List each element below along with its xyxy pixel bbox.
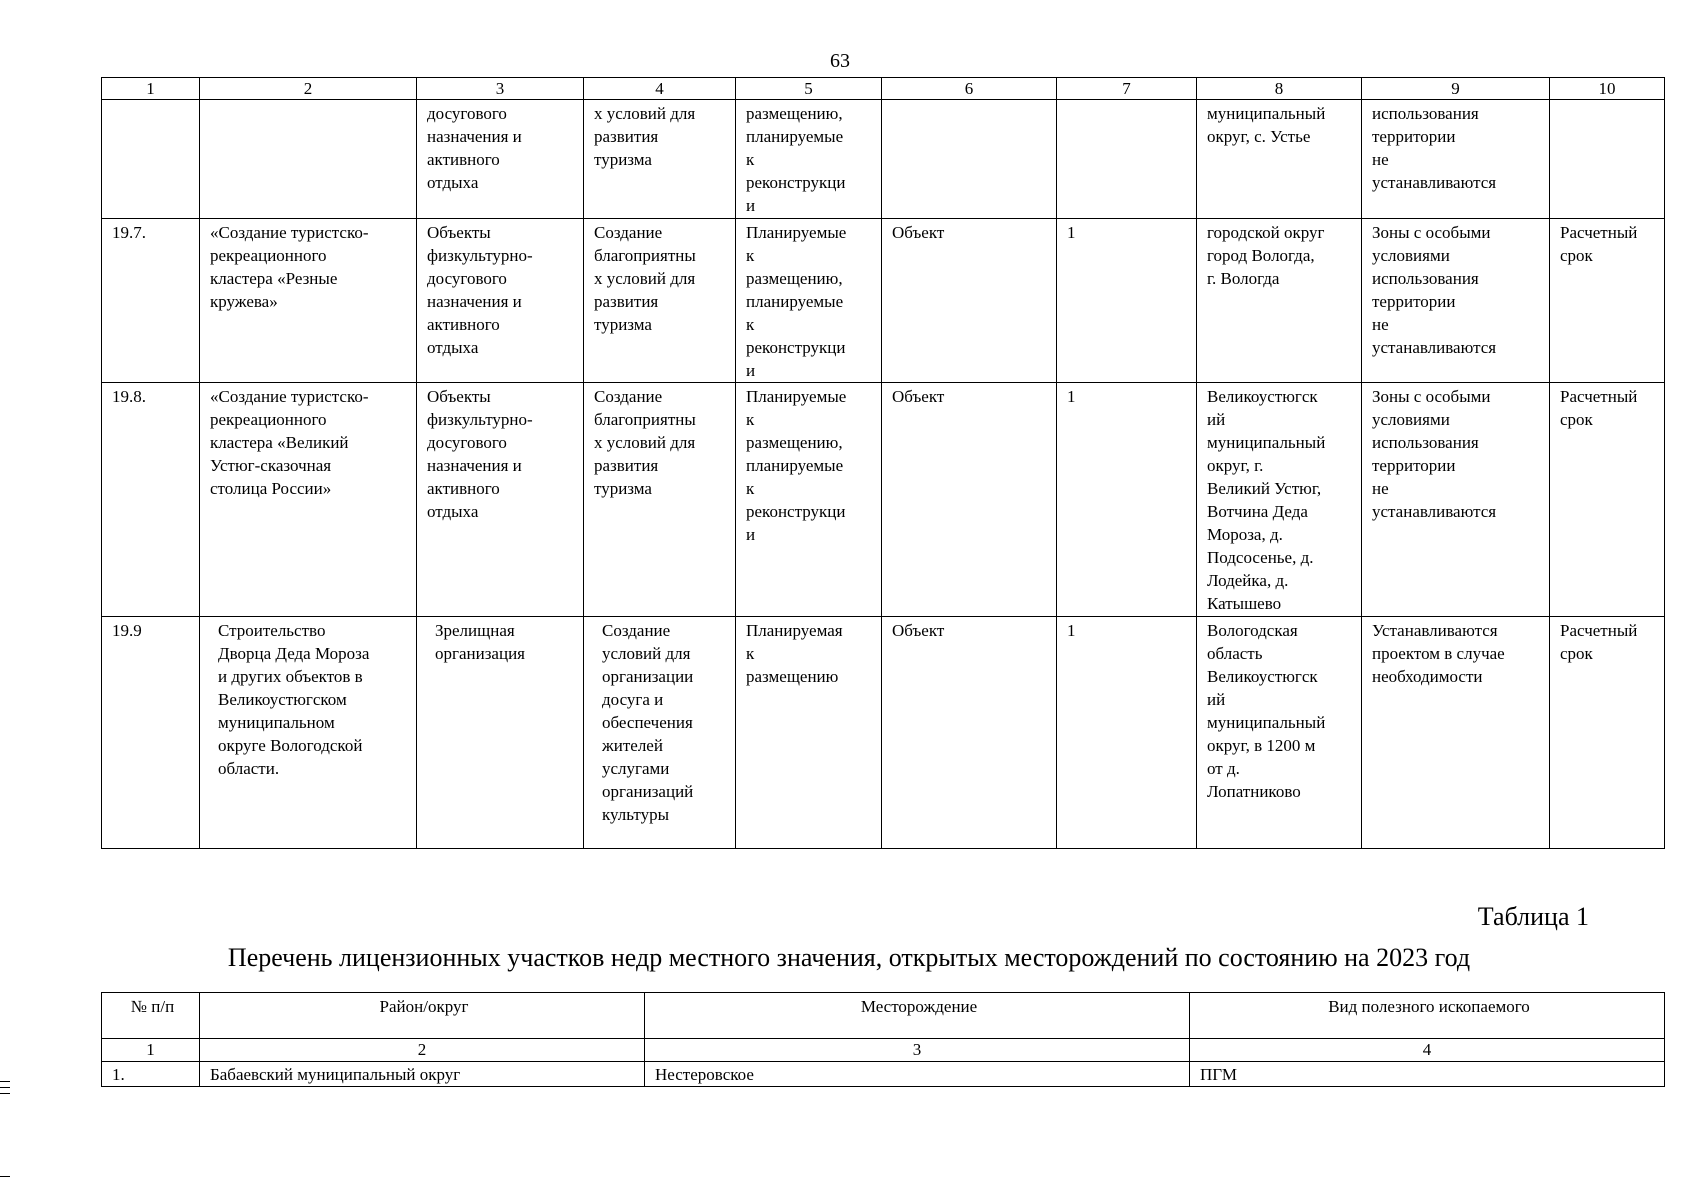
header-row <box>102 993 1665 1039</box>
column-number: 9 <box>1362 78 1550 100</box>
page-number: 63 <box>830 50 850 72</box>
table-cell: Расчетный срок <box>1550 219 1665 383</box>
table-cell: Планируемые к размещению, планируемые к реконструкци и <box>736 219 882 383</box>
table-cell: Объект <box>882 383 1057 617</box>
table-cell: городской округ город Вологда, г. Вологда <box>1197 219 1362 383</box>
table-cell: х условий для развития туризма <box>584 100 736 219</box>
margin-mark <box>0 1087 10 1088</box>
table-cell: ПГМ <box>1190 1062 1665 1087</box>
column-number: 5 <box>736 78 882 100</box>
column-header: № п/п <box>102 993 200 1039</box>
table-cell <box>1057 100 1197 219</box>
table-cell: Расчетный срок <box>1550 617 1665 849</box>
table-cell: Расчетный срок <box>1550 383 1665 617</box>
table-cell: Создание условий для организации досуга и обеспечения жителей услугами организаций культуры <box>584 617 736 849</box>
table-cell: использования территории не устанавливаются <box>1362 100 1550 219</box>
column-number: 2 <box>200 78 417 100</box>
column-number: 4 <box>1190 1039 1665 1062</box>
table-cell: Бабаевский муниципальный округ <box>200 1062 645 1087</box>
planned-objects-table <box>101 77 1665 849</box>
table-cell: Создание благоприятны х условий для развития туризма <box>584 383 736 617</box>
table-cell: «Создание туристско- рекреационного кластера «Великий Устюг-сказочная столица России» <box>200 383 417 617</box>
margin-mark <box>0 1093 10 1094</box>
column-header: Вид полезного ископаемого <box>1190 993 1665 1039</box>
table-cell: досугового назначения и активного отдыха <box>417 100 584 219</box>
table-cell <box>1550 100 1665 219</box>
table-caption-title: Перечень лицензионных участков недр местного значения, открытых месторождений по состоянию на 2023 год <box>227 943 1471 972</box>
table-cell: муниципальный округ, с. Устье <box>1197 100 1362 219</box>
column-number: 4 <box>584 78 736 100</box>
table-row <box>102 1062 1665 1087</box>
column-number: 10 <box>1550 78 1665 100</box>
table-cell: «Создание туристско- рекреационного кластера «Резные кружева» <box>200 219 417 383</box>
table-cell: Устанавливаются проектом в случае необходимости <box>1362 617 1550 849</box>
table-cell: Нестеровское <box>645 1062 1190 1087</box>
table-cell: Объект <box>882 617 1057 849</box>
column-number: 2 <box>200 1039 645 1062</box>
column-number: 1 <box>102 1039 200 1062</box>
table-cell: размещению, планируемые к реконструкци и <box>736 100 882 219</box>
column-number-row <box>102 78 1665 100</box>
table-row <box>102 383 1665 617</box>
table-row <box>102 219 1665 383</box>
column-header: Район/округ <box>200 993 645 1039</box>
table-cell: Вологодская область Великоустюгск ий муниципальный округ, в 1200 м от д. Лопатниково <box>1197 617 1362 849</box>
table-cell: Объекты физкультурно- досугового назначения и активного отдыха <box>417 219 584 383</box>
column-number: 3 <box>417 78 584 100</box>
column-number: 7 <box>1057 78 1197 100</box>
table-cell: Планируемая к размещению <box>736 617 882 849</box>
table-cell: Великоустюгск ий муниципальный округ, г. Великий Устюг, Вотчина Деда Мороза, д. Подсосенье, д. Лодейка, д. Катышево <box>1197 383 1362 617</box>
margin-mark <box>0 1081 10 1082</box>
table-cell: Объекты физкультурно- досугового назначения и активного отдыха <box>417 383 584 617</box>
table-cell: Планируемые к размещению, планируемые к реконструкци и <box>736 383 882 617</box>
table-cell: Объект <box>882 219 1057 383</box>
table-cell <box>882 100 1057 219</box>
column-number: 8 <box>1197 78 1362 100</box>
table-row <box>102 617 1665 849</box>
row-number: 1. <box>102 1062 200 1087</box>
table-cell: 1 <box>1057 219 1197 383</box>
table-cell: Создание благоприятны х условий для развития туризма <box>584 219 736 383</box>
table-caption-label: Таблица 1 <box>1477 902 1589 931</box>
column-number: 1 <box>102 78 200 100</box>
table-cell: 1 <box>1057 617 1197 849</box>
table-cell: Зоны с особыми условиями использования территории не устанавливаются <box>1362 219 1550 383</box>
table-cell <box>200 100 417 219</box>
table-cell: Зоны с особыми условиями использования территории не устанавливаются <box>1362 383 1550 617</box>
margin-mark <box>0 1176 10 1177</box>
table-cell: Строительство Дворца Деда Мороза и других объектов в Великоустюгском муниципальном округе Вологодской области. <box>200 617 417 849</box>
table-cell <box>102 100 200 219</box>
table-row <box>102 100 1665 219</box>
column-header: Месторождение <box>645 993 1190 1039</box>
column-number: 3 <box>645 1039 1190 1062</box>
row-number: 19.9 <box>102 617 200 849</box>
column-number-row <box>102 1039 1665 1062</box>
row-number: 19.8. <box>102 383 200 617</box>
row-number: 19.7. <box>102 219 200 383</box>
table-cell: 1 <box>1057 383 1197 617</box>
deposits-table <box>101 992 1665 1087</box>
column-number: 6 <box>882 78 1057 100</box>
table-cell: Зрелищная организация <box>417 617 584 849</box>
